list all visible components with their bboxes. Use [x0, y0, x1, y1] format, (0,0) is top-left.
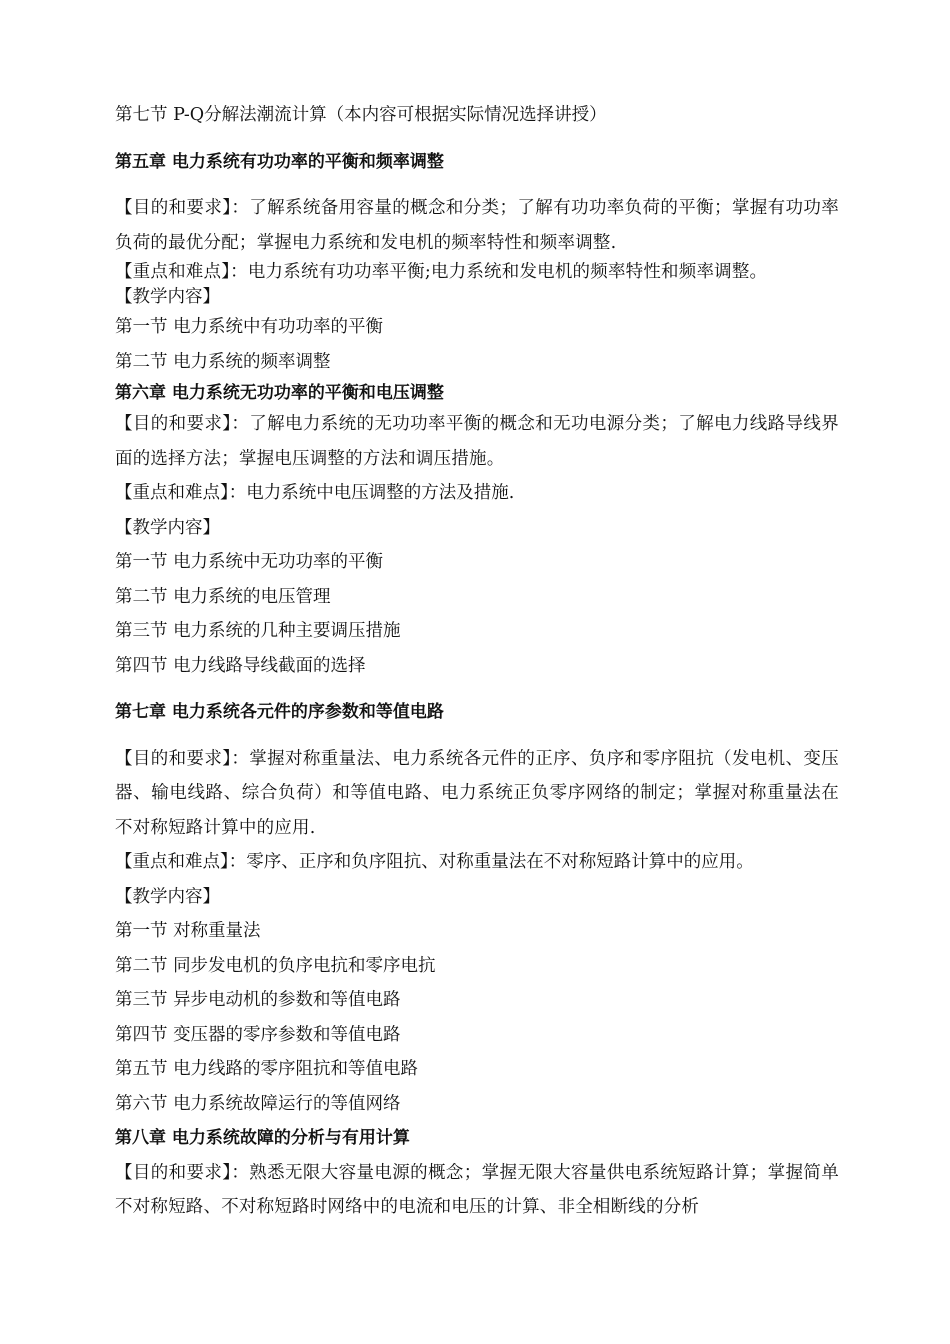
section-item: 第一节 电力系统中无功功率的平衡	[115, 552, 384, 572]
goals-paragraph: 【目的和要求】：熟悉无限大容量电源的概念；掌握无限大容量供电系统短路计算；掌握简单不对称短路、不对称短路时网络中的电流和电压的计算、非全相断线的分析	[115, 1162, 839, 1217]
content-label: 【教学内容】	[115, 886, 220, 907]
section-item: 第二节 电力系统的电压管理	[115, 586, 331, 607]
content-label: 【教学内容】	[115, 517, 220, 538]
section-item: 第一节 电力系统中有功功率的平衡	[115, 317, 384, 337]
section-item: 第六节 电力系统故障运行的等值网络	[115, 1093, 401, 1114]
section-item: 第三节 异步电动机的参数和等值电路	[115, 990, 401, 1010]
section-item: 第五节 电力线路的零序阻抗和等值电路	[115, 1059, 419, 1079]
key-points-paragraph: 【重点和难点】：零序、正序和负序阻抗、对称重量法在不对称短路计算中的应用。	[115, 852, 754, 872]
chapter-title: 第六章 电力系统无功功率的平衡和电压调整	[115, 383, 444, 403]
content-label: 【教学内容】	[115, 287, 220, 307]
goals-paragraph: 【目的和要求】：了解系统备用容量的概念和分类；了解有功功率负荷的平衡；掌握有功功率负荷的最优分配；掌握电力系统和发电机的频率特性和频率调整.	[115, 198, 839, 253]
chapter-title: 第五章 电力系统有功功率的平衡和频率调整	[115, 151, 444, 172]
goals-paragraph: 【目的和要求】：了解电力系统的无功功率平衡的概念和无功电源分类；了解电力线路导线界面的选择方法；掌握电压调整的方法和调压措施。	[115, 414, 839, 469]
section-item: 第四节 变压器的零序参数和等值电路	[115, 1024, 401, 1045]
section-item: 第四节 电力线路导线截面的选择	[115, 655, 366, 676]
key-points-paragraph: 【重点和难点】：电力系统中电压调整的方法及措施.	[115, 483, 515, 503]
goals-paragraph: 【目的和要求】：掌握对称重量法、电力系统各元件的正序、负序和零序阻抗（发电机、变压器、输电线路、综合负荷）和等值电路、电力系统正负零序网络的制定；掌握对称重量法在不对称短路计算中的应用.	[115, 748, 839, 838]
chapter-title: 第七章 电力系统各元件的序参数和等值电路	[115, 702, 444, 722]
section-item: 第一节 对称重量法	[115, 921, 261, 941]
section-item: 第三节 电力系统的几种主要调压措施	[115, 621, 401, 641]
chapter-title: 第八章 电力系统故障的分析与有用计算	[115, 1128, 410, 1148]
section-item: 第二节 同步发电机的负序电抗和零序电抗	[115, 955, 436, 976]
document-page	[115, 98, 839, 1225]
section-item: 第二节 电力系统的频率调整	[115, 351, 331, 372]
section-heading: 第七节 P-Q分解法潮流计算（本内容可根据实际情况选择讲授）	[115, 105, 607, 125]
key-points-paragraph: 【重点和难点】：电力系统有功功率平衡;电力系统和发电机的频率特性和频率调整。	[115, 262, 768, 282]
